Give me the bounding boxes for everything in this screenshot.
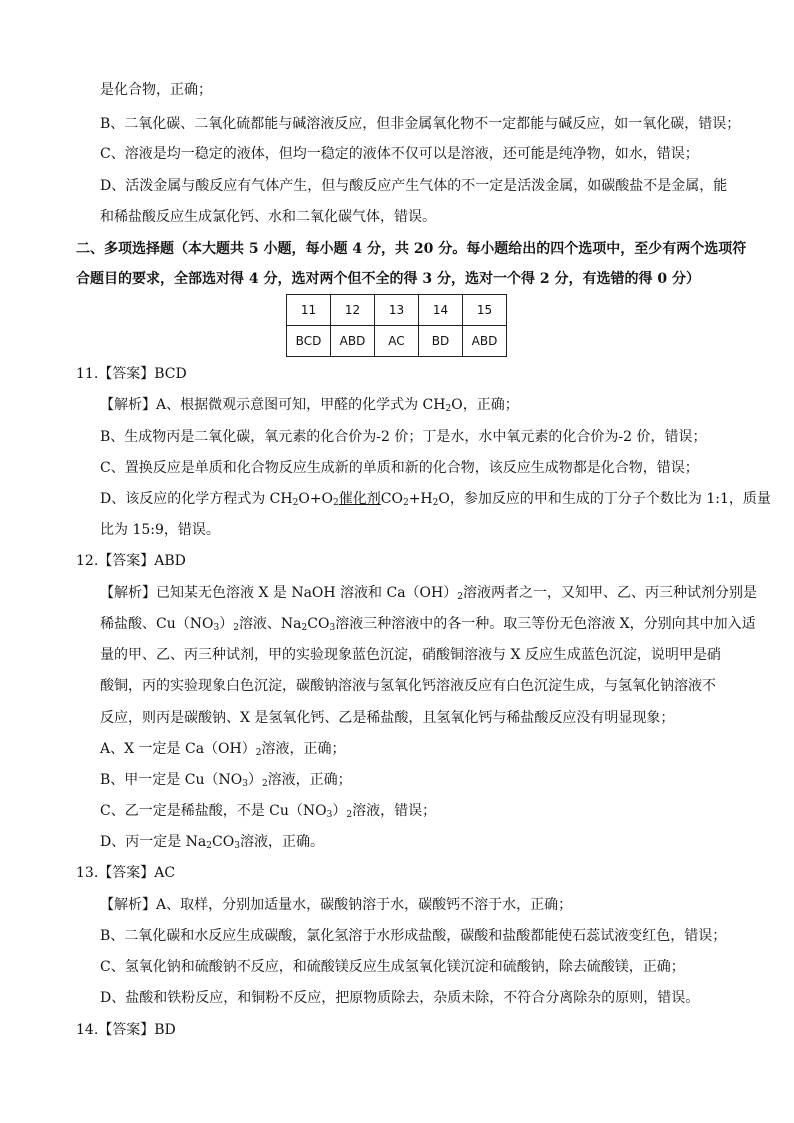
text-span: 溶液，错误；	[352, 803, 437, 819]
text-span: CO	[212, 834, 235, 850]
question-number-cell: 12	[331, 295, 375, 326]
answer-cell: BCD	[287, 326, 331, 357]
question-number-cell: 11	[287, 295, 331, 326]
subscript: 3	[329, 623, 336, 633]
answer-table-answer-row	[287, 326, 507, 357]
question-number-cell: 13	[375, 295, 419, 326]
subscript: 3	[213, 623, 220, 633]
answer-cell: ABD	[463, 326, 507, 357]
section-heading: 合题目的要求，全部选对得 4 分，选对两个但不全的得 3 分，选对一个得 2 分，有选错的得 0 分）	[76, 271, 700, 287]
text-span: 溶液、Na	[238, 616, 302, 632]
subscript: 3	[242, 779, 248, 789]
subscript: 3	[326, 810, 333, 820]
text-span: D、丙一定是 Na	[100, 834, 207, 850]
text-line: 和稀盐酸反应生成氯化钙、水和二氧化碳气体，错误。	[100, 209, 436, 225]
text-span: 稀盐酸、Cu（NO	[100, 616, 214, 632]
text-line: 是化合物，正确；	[100, 82, 212, 98]
text-span: D、该反应的化学方程式为 CH	[100, 491, 293, 507]
answer-heading: 13.【答案】AC	[76, 865, 176, 881]
text-line: B、二氧化碳和水反应生成碳酸，氯化氢溶于水形成盐酸，碳酸和盐酸都能使石蕊试液变红色，错误；	[100, 928, 727, 944]
text-span: ）	[247, 772, 262, 788]
text-span: O，参加反应的甲和生成的丁分子个数比为 1:1，质量	[438, 491, 771, 507]
text-line: D、活泼金属与酸反应有气体产生，但与酸反应产生气体的不一定是活泼金属，如碳酸盐不是金属，能	[100, 178, 728, 194]
text-span: A、X 一定是 Ca（OH）	[100, 741, 256, 757]
text-span: 【解析】A、根据微观示意图可知，甲醛的化学式为 CH	[100, 397, 446, 413]
text-line	[100, 772, 352, 788]
subscript: 2	[457, 592, 463, 602]
subscript: 3	[234, 841, 240, 851]
text-line	[100, 397, 519, 413]
question-number-cell: 14	[419, 295, 463, 326]
text-span: 溶液三种溶液中的各一种。取三等份无色溶液 X，分别向其中加入适	[335, 616, 756, 632]
text-line	[100, 741, 345, 757]
text-span: O，正确；	[451, 397, 519, 413]
catalyst-label: 催化剂	[338, 491, 381, 507]
text-span: +H	[408, 491, 433, 507]
text-line: B、生成物丙是二氧化碳，氧元素的化合价为-2 价；丁是水，水中氧元素的化合价为-2 价，错误；	[100, 429, 707, 445]
answer-cell: BD	[419, 326, 463, 357]
subscript: 2	[402, 498, 409, 508]
text-line: C、置换反应是单质和化合物反应生成新的单质和新的化合物，该反应生成物都是化合物，错误；	[100, 460, 699, 476]
text-line	[100, 491, 771, 507]
text-span: 溶液，正确；	[261, 741, 346, 757]
subscript: 2	[255, 748, 262, 758]
text-span: 溶液，正确。	[239, 834, 324, 850]
text-line	[100, 803, 436, 819]
subscript: 2	[432, 498, 439, 508]
subscript: 2	[301, 623, 308, 633]
text-line	[100, 616, 756, 632]
text-span: B、甲一定是 Cu（NO	[100, 772, 243, 788]
text-line: D、盐酸和铁粉反应，和铜粉不反应，把原物质除去，杂质未除，不符合分离除杂的原则，错误。	[100, 990, 700, 1006]
text-span: ）	[219, 616, 234, 632]
answer-cell: ABD	[331, 326, 375, 357]
text-line: 反应，则丙是碳酸钠、X 是氢氧化钙、乙是稀盐酸，且氢氧化钙与稀盐酸反应没有明显现象；	[100, 710, 675, 726]
subscript: 2	[261, 779, 268, 789]
text-line	[100, 585, 757, 601]
text-line: C、氢氧化钠和硫酸钠不反应，和硫酸镁反应生成氢氧化镁沉淀和硫酸钠，除去硫酸镁，正确；	[100, 959, 685, 975]
text-line: B、二氧化碳、二氧化硫都能与碱溶液反应，但非金属氧化物不一定都能与碱反应，如一氧化碳，错误；	[100, 116, 741, 132]
section-heading: 二、多项选择题（本大题共 5 小题，每小题 4 分，共 20 分。每小题给出的四个选项中，至少有两个选项符	[76, 241, 747, 257]
text-line	[100, 834, 324, 850]
text-span: 溶液，正确；	[267, 772, 352, 788]
answer-table	[286, 294, 507, 357]
subscript: 2	[206, 841, 213, 851]
text-span: CO	[307, 616, 330, 632]
answer-table-header-row	[287, 295, 507, 326]
answer-cell: AC	[375, 326, 419, 357]
answer-heading: 14.【答案】BD	[76, 1022, 176, 1038]
subscript: 2	[333, 498, 339, 508]
subscript: 2	[346, 810, 353, 820]
text-span: 溶液两者之一，又知甲、乙、丙三种试剂分别是	[462, 585, 757, 601]
text-line: 量的甲、乙、丙三种试剂，甲的实验现象蓝色沉淀，硝酸铜溶液与 X 反应生成蓝色沉淀，说明甲是硝	[100, 647, 721, 663]
text-line: 酸铜，丙的实验现象白色沉淀，碳酸钠溶液与氢氧化钙溶液反应有白色沉淀生成，与氢氧化钠溶液不	[100, 678, 716, 694]
answer-heading: 12.【答案】ABD	[76, 553, 186, 569]
text-span: O+O	[298, 491, 334, 507]
text-span: ）	[332, 803, 347, 819]
text-span: C、乙一定是稀盐酸，不是 Cu（NO	[100, 803, 327, 819]
subscript: 2	[233, 623, 239, 633]
answer-heading: 11.【答案】BCD	[76, 366, 187, 382]
text-span: 【解析】已知某无色溶液 X 是 NaOH 溶液和 Ca（OH）	[100, 585, 458, 601]
subscript: 2	[292, 498, 299, 508]
text-line: 【解析】A、取样，分别加适量水，碳酸钠溶于水，碳酸钙不溶于水，正确；	[100, 897, 573, 913]
subscript: 2	[445, 404, 452, 414]
question-number-cell: 15	[463, 295, 507, 326]
text-line: C、溶液是均一稳定的液体，但均一稳定的液体不仅可以是溶液，还可能是纯净物，如水，错误；	[100, 146, 699, 162]
text-span: CO	[380, 491, 403, 507]
text-line: 比为 15:9，错误。	[100, 522, 220, 538]
